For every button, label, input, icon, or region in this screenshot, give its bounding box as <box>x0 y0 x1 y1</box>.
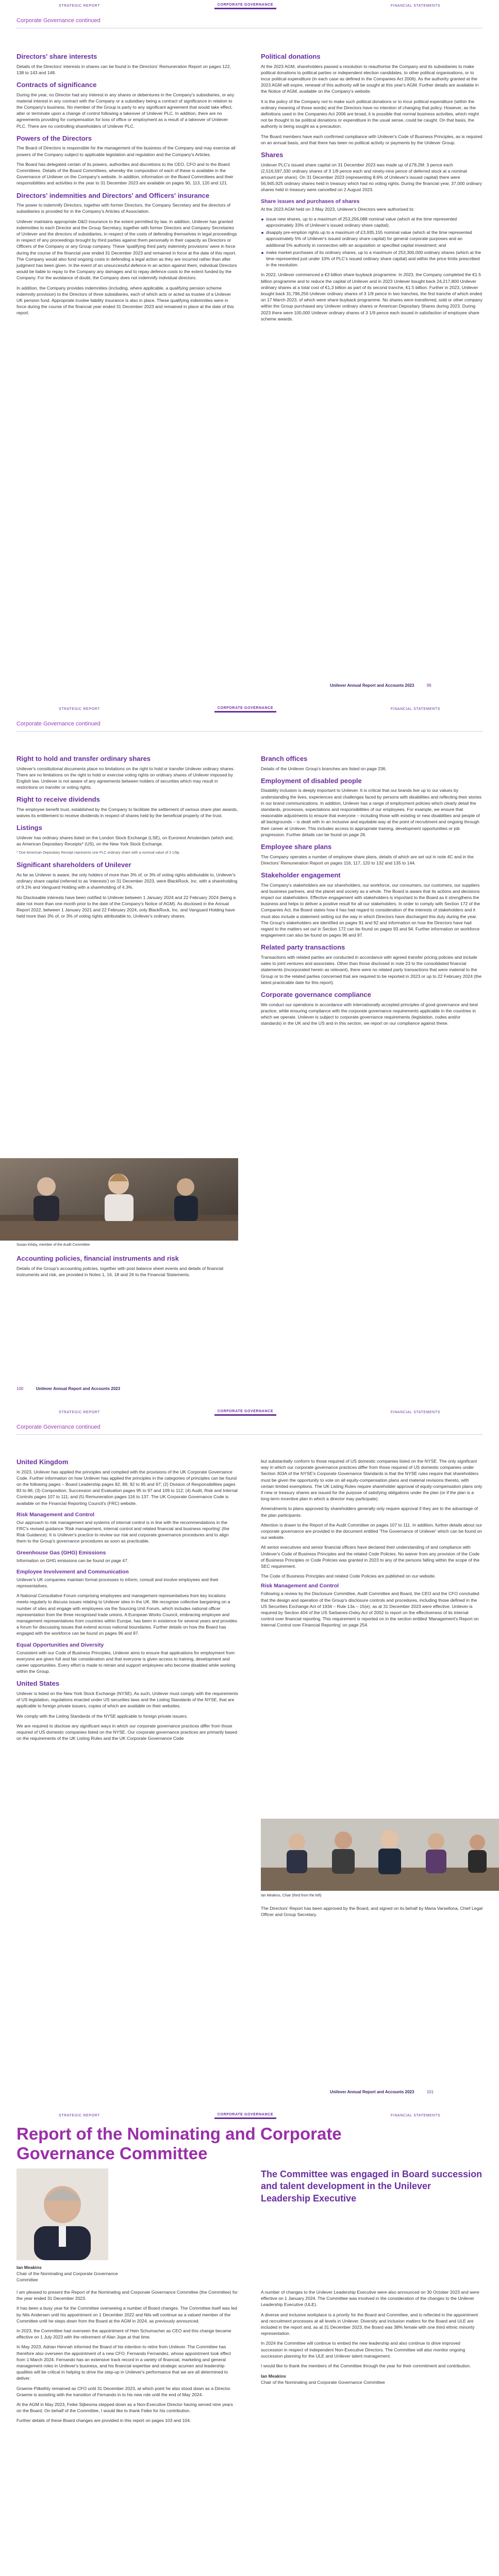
paragraph: We conduct our operations in accordance with internationally accepted principles of good governance and best practice, while ensuring compliance with the corporate governance requirements applicable in the countries in which we operate. Unilever is subject to corporate governance requirements (legislation, codes and/or standards) in the UK and the US and in this section, we report on our compliance against these. <box>261 1002 478 1026</box>
paragraph: Information on GHG emissions can be found on page 47. <box>16 1557 129 1563</box>
tab-corporate-governance[interactable]: CORPORATE GOVERNANCE <box>214 2112 276 2119</box>
heading-significant-shareholders: Significant shareholders of Unilever <box>16 861 131 869</box>
paragraph: In 2023, the Committee had overseen the appointment of Hein Schumacher as CEO and this change became effective on 1 July 2023 with the retirement of Alan Jope at that time. <box>16 2328 231 2340</box>
tab-financial-statements[interactable]: FINANCIAL STATEMENTS <box>390 2113 441 2117</box>
paragraph: I am pleased to present the Report of the Nominating and Corporate Governance Committee (the Committee) for the year ended 31 December 2023. <box>16 2290 238 2301</box>
paragraph: In addition, the Company provides indemnities (including, where applicable, a qualifying pension scheme indemnity provision) to the Directors of three subsidiaries, each of which acts or acted as trustee of a Unilever UK pension fund. Appropriate trustee liability insurance is also in place. These qualifying indemnities were in force during the course of the financial year ended 31 December 2023 and remained in place at the date of this report. <box>16 285 234 316</box>
tab-financial-statements[interactable]: FINANCIAL STATEMENTS <box>390 707 441 711</box>
tab-corporate-governance[interactable]: CORPORATE GOVERNANCE <box>214 705 276 713</box>
paragraph: In 2024 the Committee will continue to embed the new leadership and also continue to drive improved succession in respect of independent Non-Executive Directors. The Committee will also monitor ongoing succession planning for the ULE and Unilever talent management. <box>261 2341 465 2359</box>
footer-brand: Unilever Annual Report and Accounts 2023 <box>330 683 414 688</box>
left-column <box>16 755 238 924</box>
heading-listings: Listings <box>16 824 42 832</box>
paragraph: The Company's stakeholders are our shareholders, our workforce, our consumers, our customers, our suppliers and business partners, and the planet and society as a whole. The Board is aware that its actions and decisions impact our stakeholders. Effective engagement with stakeholders is important to the Board as it strengthens the business and helps to deliver a positive result for all our stakeholders. In order to comply with Section 172 of the Companies Act, the Board states how it has had regard to consideration of the interests of stakeholders and it must also include a statement setting out the way in which Directors have discharged this duty during the year. The Group's stakeholders are identified on pages 91 and 92 and information on how the Directors have had regard to the matters set out in Section 172 can be found on pages 93 and 94. Further information on workforce engagement can also be found on pages 96 and 97. <box>261 882 480 938</box>
chair-portrait <box>16 2168 108 2260</box>
footer-brand: Unilever Annual Report and Accounts 2023 <box>36 1386 121 1391</box>
heading-share-issues: Share issues and purchases of shares <box>261 198 360 205</box>
paragraph: Unilever is listed on the New York Stock Exchange (NYSE). As such, Unilever must comply with the requirements of US legislation, regulations enacted under US securities laws and the Listing Standards of the NYSE, that are applicable to foreign private issuers, copies of which are available on their websites. <box>16 1691 238 1709</box>
paragraph: As far as Unilever is aware, the only holders of more than 3% of, or 3% of voting rights attributable to, Unilever's ordinary share capital (referred to as 'interests') on 31 December 2023, were BlackRock, Inc. with a shareholding of 9.1% and Vanguard Holding with a shareholding of 4.3%. <box>16 872 238 890</box>
paragraph: The Board of Directors is responsible for the management of the business of the Company and may exercise all powers of the Company subject to applicable legislation and regulation and the Company's Articles. <box>16 145 236 157</box>
heading-branch-offices: Branch offices <box>261 755 308 762</box>
paragraph: At the AGM in May 2023, Feike Sijbesma stepped down as a Non-Executive Director having served nine years on the Board. On behalf of the Committee, I would like to thank Feike for his contribution. <box>16 2402 233 2414</box>
paragraph: Attention is drawn to the Report of the Audit Committee on pages 107 to 111. In addition, further details about our corporate governance are provided in the document entitled 'The Governance of Unilever' which can be found on our website. <box>261 1522 483 1540</box>
paragraph: In 2022, Unilever commenced a €3 billion share buyback programme. In 2023, the Company completed the €1.5 billion programme and to reduce the capital of Unilever and in 2023 Unilever bought back 24,217,800 Unilever ordinary shares at a total cost of €1,3 billion as part of its second tranche, €1.5 billion. Further in 2023, Unilever bought back 31,796,256 Unilever ordinary shares of 3 1/9 pence in two tranches, the first tranche of which ended on 17 March 2023, of which were share buyback programme. No shares were transferred, sold or other company within the Group purchased any Unilever ordinary shares or American Depositary Shares during 2023. During 2023 there were 100,000 Unilever ordinary shares of 3 1/9 pence each issued in satisfaction of employee share scheme awards. <box>261 272 483 321</box>
right-column <box>261 1458 483 1634</box>
tab-corporate-governance[interactable]: CORPORATE GOVERNANCE <box>214 1409 276 1416</box>
right-column <box>261 2289 483 2389</box>
paragraph: The Company operates a number of employee share plans, details of which are set out in note 4C and in the Directors' Remuneration Report on pages 116, 117, 120 to 132 and 135 to 144. <box>261 854 474 866</box>
tab-corporate-governance[interactable]: CORPORATE GOVERNANCE <box>214 2 276 9</box>
tab-strategic-report[interactable]: STRATEGIC REPORT <box>58 2113 101 2117</box>
right-column <box>261 53 483 327</box>
page-footer <box>330 683 431 688</box>
paragraph: Further details of these Board changes are provided in this report on pages 103 and 104. <box>16 2418 191 2424</box>
top-navigation <box>0 1406 499 1418</box>
tab-strategic-report[interactable]: STRATEGIC REPORT <box>58 1410 101 1414</box>
paragraph: Unilever PLC's issued share capital on 31 December 2023 was made up of £78,2M: 3 pence each (2,516,597,330 ordinary shares of 3 1/9 pence each and ninety-nine pence of deferred stock at a nominal amount per share). On 31 December 2023 (representing 8.6% of Unilever's issued capital) there were 56,945,925 ordinary shares held in treasury which had no voting rights. During the financial year, 37,000 ordinary shares held in treasury were cancelled on 2 August 2023. <box>261 162 482 193</box>
left-column-lower <box>16 1255 238 1283</box>
list-item: issue new shares, up to a maximum of 253,256,088 nominal value (which at the time represented approximately 33% of Unilever's issued ordinary share capital); <box>261 216 483 228</box>
paragraph: Our approach to risk management and systems of internal control is in line with the recommendations in the FRC's revised guidance 'Risk management, internal control and related financial and business reporting' (the Risk Guidance). It is Unilever's practice to review our risk and corporate governance procedures and to align them to the Group's governance procedures as soon as practicable. <box>16 1519 229 1544</box>
paragraph: Details of the Directors' interests in shares can be found in the Directors' Remuneration Report on pages 122, 138 to 143 and 148. <box>16 63 231 75</box>
section-label: Corporate Governance continued <box>16 1424 101 1430</box>
signature-name: Ian Meakins <box>261 2374 286 2379</box>
section-label: Corporate Governance continued <box>16 721 101 727</box>
heading-equal-opportunities: Equal Opportunities and Diversity <box>16 1641 104 1648</box>
photo-caption: Ian Meakins, Chair (third from the left) <box>261 1894 322 1897</box>
left-column <box>16 53 238 321</box>
right-column <box>261 755 483 1031</box>
paragraph: It is the policy of the Company not to make such political donations or to incur political expenditure (within the ordinary meaning of those words) and the Directors have no intention of changing that policy. However, as the definitions used in the Companies Act 2006 are broad, it is possible that normal business activities, which might not be thought to be political donations or expenditure in the usual sense, could be caught. On that basis, the authority is being sought as a precaution. <box>261 98 479 129</box>
paragraph: Details of the Group's accounting policies, together with post balance sheet events and details of financial instruments and risk, are provided in Notes 1, 16, 18 and 26 to the Financial Statements. <box>16 1265 224 1277</box>
photo-caption: Susan Kilsby, member of the Audit Committee <box>16 1243 90 1247</box>
section-label: Corporate Governance continued <box>16 18 101 24</box>
page-number: 101 <box>426 2090 434 2094</box>
paragraph: The Board has delegated certain of its powers, authorities and discretions to the CEO, CFO and to the Board Committees. Details of the Board Committees, whereby the composition of each of these is available in the Governance of Unilever on the Company's website. In addition, information on the Board Committees and their responsibilities and activities in the year to 31 December 2023 are available on pages 90, 113, 120 and 121. <box>16 161 234 186</box>
bullet-list <box>261 216 483 268</box>
heading-ghg-emissions: Greenhouse Gas (GHG) Emissions <box>16 1549 106 1556</box>
paragraph: Unilever's UK companies maintain formal processes to inform, consult and involve employees and their representatives. <box>16 1577 219 1589</box>
paragraph: Disability inclusion is deeply important to Unilever. It is critical that our brands live up to our values by understanding the lives, experiences and challenges faced by persons with disabilities and reflecting their stories in our brand communications. In addition, Unilever has a range of employment policies which clearly detail the standards, processes, expectations and responsibilities of our employees. For example, we ensure that reasonable adjustments to ensure that everyone – including those with existing or new disabilities and people of all backgrounds – is dealt with in an inclusive and equitable way at the point of recruitment and ongoing through their career at Unilever. This includes access to appropriate training, development opportunities or job progression. Further details can be found on page 26. <box>261 788 482 837</box>
paragraph: A National Consultative Forum comprising employees and management representatives from key locations meets regularly to discuss issues relating to Unilever sites in the UK. We recognise collective bargaining on a number of sites and engage with employees via the Sourcing Unit Forum, which includes national officer representation from the three recognised trade unions. A European Works Council, embracing employee and management representatives from countries within Europe, has been in existence for several years and provides a forum for discussing issues that extend across national boundaries. Further details on how the Board has engaged with the workforce can be found on pages 96 and 97. <box>16 1593 238 1636</box>
signature-role: Chair of the Nominating and Corporate Governance Committee <box>261 2380 385 2385</box>
paragraph: We comply with the Listing Standards of the NYSE applicable to foreign private issuers. <box>16 1713 188 1719</box>
paragraph: In May 2023, Adrian Hennah informed the Board of his intention to retire from Unilever. The Committee has therefore also overseen the appointment of a new CFO, Fernando Fernandez, whose appointment took effect from 1 March 2024. Fernando has an extensive track record in a variety of financial, marketing and general management roles in Unilever's business, and his financial expertise and strategic acumen and leadership qualities will be critical in helping to drive the step-up in Unilever's performance that we are all determined to deliver. <box>16 2344 231 2381</box>
paragraph: but substantially conform to those required of US domestic companies listed on the NYSE. The only significant way in which our corporate governance practices differ from those required of US domestic companies under Section 303A of the NYSE's Corporate Governance Standards is that the NYSE rules require that shareholders must be given the opportunity to vote on all equity-compensation plans and material revisions thereto, with certain limited exemptions. The UK Listing Rules require shareholder approval of equity-compensation plans only if new or treasury shares are issued for the purpose of satisfying obligations under the plan (or if the plan is a long-term incentive plan in which a director may participate). <box>261 1459 483 1502</box>
page-101 <box>0 1406 499 2110</box>
paragraph: We are required to disclose any significant ways in which our corporate governance practices differ from those required of US domestic companies listed on the NYSE. Our corporate governance practices are primarily based on the requirements of the UK Listing Rules and the UK Corporate Governance Code <box>16 1723 237 1741</box>
paragraph: Following a review by the Disclosure Committee, Audit Committee and Board, the CEO and the CFO concluded that the design and operation of the Group's disclosure controls and procedures, including those defined in the US Securities Exchange Act of 1934 – Rule 13a – 15(e), as at 31 December 2023 were effective. Unilever is required by Section 404 of the US Sarbanes-Oxley Act of 2002 to report on the effectiveness of its internal control over financial reporting. This requirement is reported on in the section entitled 'Management's Report on Internal Control over Financial Reporting' on page 254. <box>261 1591 479 1628</box>
paragraph: At the 2023 AGM, shareholders passed a resolution to reauthorise the Company and its subsidiaries to make political donations to political parties or independent election candidates, to other political organisations, or to incur political expenditure (in each case as defined in the Companies Act 2006). As the authority granted at the 2023 AGM will expire, renewal of this authority will be sought at this year's AGM. Further details are available in the Notice of AGM, available on the Company's website. <box>261 63 479 94</box>
page-footer <box>330 2090 434 2094</box>
heading-risk-management: Risk Management and Control <box>16 1511 95 1518</box>
heading-accounting-policies: Accounting policies, financial instruments and risk <box>16 1255 179 1262</box>
chair-role: Chair of the Nominating and Corporate Governance Committee <box>16 2271 118 2283</box>
tab-strategic-report[interactable]: STRATEGIC REPORT <box>58 707 101 711</box>
divider <box>16 1434 483 1435</box>
paragraph: The power to indemnify Directors, together with former Directors, the Company Secretary and the directors of subsidiaries is provided for in the Company's Articles of Association. <box>16 202 231 214</box>
paragraph: All senior executives and senior financial officers have declared their understanding of and compliance with Unilever's Code of Business Principles and the related Code Policies. No waiver from any provision of the Code of Business Principles or Code Policies was granted in 2023 to any of the persons falling within the scope of the SEC requirement. <box>261 1545 480 1569</box>
left-column <box>16 1458 238 1747</box>
tab-financial-statements[interactable]: FINANCIAL STATEMENTS <box>390 1410 441 1414</box>
paragraph: A number of changes to the Unilever Leadership Executive were also announced on 30 October 2023 and were effective on 1 January 2024. The Committee was involved in the consideration of the changes to the Unilever Leadership Executive (ULE). <box>261 2290 479 2308</box>
page-99 <box>0 0 499 703</box>
paragraph: Graeme Pitkethly remained as CFO until 31 December 2023, at which point he also stood down as a Director. Graeme is assisting with the transition of Fernando in to his new role until the end of May 2024. <box>16 2385 231 2397</box>
paragraph: At the 2023 AGM held on 3 May 2023, Unilever's Directors were authorised to: <box>261 206 414 212</box>
heading-united-states: United States <box>16 1680 60 1688</box>
list-item: disapply pre-emption rights up to a maximum of £3,935,155 nominal value (which at the time represented approximately 5% of Unilever's issued ordinary share capital) for general corporate purposes and an additional 5% authority in connection with an acquisition or specified capital investment; and <box>261 229 483 248</box>
heading-united-kingdom: United Kingdom <box>16 1458 69 1466</box>
heading-directors-share-interests: Directors' share interests <box>16 53 97 60</box>
paragraph: It has been a busy year for the Committee overseeing a number of Board changes. The Committee itself was led by Nils Andersen until his appointment on 1 December 2022 and Nils will continue as a valued member of the Committee until he steps down from the Board at the AGM in 2024, as previously announced. <box>16 2306 237 2324</box>
report-title: Report of the Nominating and Corporate Governance Committee <box>16 2124 342 2163</box>
paragraph: I would like to thank the members of the Committee through the year for their commitment and contribution. <box>261 2363 471 2369</box>
page-number: 99 <box>426 683 431 688</box>
paragraph: Consistent with our Code of Business Principles, Unilever aims to ensure that applications for employment from everyone are given full and fair consideration and that everyone is given access to training, development and career opportunities. Every effort is made to retrain and support employees who become disabled while working within the Group. <box>16 1650 236 1674</box>
paragraph: The Directors' Report has been approved by the Board, and signed on its behalf by Maria Varsellona, Chief Legal Officer and Group Secretary. <box>261 1906 483 1918</box>
paragraph: Transactions with related parties are conducted in accordance with agreed transfer pricing policies and include sales to joint ventures and associates. Other than those disclosed in note 23 to the consolidated financial statements (incorporated herein as relevant), there were no related party transactions that were material to the Group or to the related parties concerned that are required to be reported in 2023 or up to 22 February 2024 (the latest practicable date for this report). <box>261 955 482 985</box>
paragraph: The employee benefit trust, established by the Company to facilitate the settlement of various share plan awards, waives its entitlement to receive dividends in respect of shares held by the beneficial property of the trust. <box>16 807 238 819</box>
callout-quote: The Committee was engaged in Board succession and talent development in the Unilever Leadership Executive <box>261 2169 483 2204</box>
paragraph: Unilever maintains appropriate D&O insurance to the extent permitted by law. In addition, Unilever has granted indemnities to each Director and the Group Secretary, together with former Directors and Company Secretaries of Unilever and the directors of subsidiaries, in respect of the costs of defending themselves in legal proceedings in respect of any proceedings brought by third parties against them personally in their capacity as Directors or Officers of the Company or any Group company. These 'qualifying third party indemnity provisions' were in force during the course of the financial year ended 31 December 2023 and remained in force at the date of this report. The Company would also fund ongoing costs in defending a legal action as they are incurred rather than after judgment has been given. In the event of an unsuccessful defence in an action against them, individual Directors would be liable to repay to the Company any damages and to repay defence costs to the extent funded by the Company. For the avoidance of doubt, the Company does not indemnify individual directors. <box>16 218 237 281</box>
paragraph: A diverse and inclusive workplace is a priority for the Board and Committee, and is reflected in the appointment and recruitment processes at all levels in Unilever. Diversity and inclusion matters for the Board and ULE are included in the report and, as at 31 December 2023, the Board was 38% female with one third ethnic minority representation. <box>261 2312 478 2336</box>
page-number: 100 <box>16 1386 24 1391</box>
paragraph: Unilever has ordinary shares listed on the London Stock Exchange (LSE), on Euronext Amsterdam (which and, as American Depositary Receipts* (US), on the New York Stock Exchange. <box>16 835 234 847</box>
list-item: make market purchases of its ordinary shares, up to a maximum of 253,300,000 ordinary shares (which at the time represented just under 10% of PLC's issued ordinary share capital) and within the price limits prescribed in the resolution. <box>261 249 483 268</box>
footer-brand: Unilever Annual Report and Accounts 2023 <box>330 2090 414 2094</box>
paragraph: Details of the Unilever Group's branches are listed on page 236. <box>261 766 387 771</box>
top-navigation <box>0 2110 499 2121</box>
paragraph: The Board members have each confirmed compliance with Unilever's Code of Business Principles, as is required on an annual basis, and that there has been no political activity or payments by the Unilever Group. <box>261 133 483 145</box>
paragraph: During the year, no Director had any interest in any shares or debentures in the Company's subsidiaries, or any material interest in any contract with the Company or a subsidiary being a contract of significance in relation to the Company's business. No member of the Group is party to any significant agreement that would take effect, alter or terminate upon a change of control following a takeover of Unilever PLC. In addition, there are no agreements providing for compensation for loss of office or employment as a result of a takeover of Unilever PLC. There are no controlling shareholders of Unilever PLC. <box>16 92 235 129</box>
top-navigation <box>0 0 499 11</box>
paragraph: Amendments to plans approved by shareholders generally only require approval if they are to the advantage of the plan participants. <box>261 1506 478 1518</box>
top-navigation <box>0 703 499 715</box>
footnote: * One American Depositary Receipt represents one PLC ordinary share with a nominal value of 3 1/9p. <box>16 851 180 855</box>
page-100 <box>0 703 499 1406</box>
paragraph: The Code of Business Principles and related Code Policies are published on our website. <box>261 1573 436 1579</box>
heading-us-risk-management: Risk Management and Control <box>261 1583 339 1589</box>
meeting-photo <box>0 1158 238 1241</box>
paragraph: In 2023, Unilever has applied the principles and complied with the provisions of the UK Corporate Governance Code. Further information on how Unilever has applied the principles in the categories of principles can be found on the following pages – Board Leadership pages 82, 89, 92 to 95 and 97; (2) Division of Responsibilities pages 83 to 86; (3) Composition, Succession and Evaluation pages 95 to 97 and 109 to 112; (4) Audit, Risk and Internal Controls pages 107 to 111; and (5) Remuneration pages 116 to 137. The UK Corporate Governance Code is available on the Financial Reporting Council's (FRC) website. <box>16 1469 238 1506</box>
chair-name: Ian Meakins <box>16 2265 42 2270</box>
heading-shares: Shares <box>261 151 284 159</box>
heading-related-party: Related party transactions <box>261 943 345 952</box>
page-102 <box>0 2110 499 2576</box>
heading-employee-involvement: Employee Involvement and Communication <box>16 1568 129 1575</box>
heading-directors-indemnities: Directors' indemnities and Directors' and Officers' insurance <box>16 191 210 199</box>
right-column-lower <box>261 1905 483 1921</box>
heading-powers-of-directors: Powers of the Directors <box>16 134 92 142</box>
heading-political-donations: Political donations <box>261 53 321 60</box>
heading-right-to-hold-shares: Right to hold and transfer ordinary shares <box>16 755 151 762</box>
divider <box>16 731 483 732</box>
heading-right-to-receive-dividends: Right to receive dividends <box>16 795 100 804</box>
heading-governance-compliance: Corporate governance compliance <box>261 991 371 999</box>
chair-caption <box>16 2264 130 2287</box>
heading-employee-share-plans: Employee share plans <box>261 843 332 851</box>
heading-employment-disabled: Employment of disabled people <box>261 776 362 785</box>
paragraph: No Disclosable interests have been notified to Unilever between 1 January 2024 and 22 February 2024 (being a date not more than one month prior to the date of the Company's Notice of AGM). As disclosed in the Annual Report 2022, between 1 January 2021 and 22 February 2024, only BlackRock, Inc. and Vanguard Holding have held more than 3% of, or 3% of voting rights attributable to, Unilever's ordinary shares. <box>16 894 236 919</box>
board-photo <box>261 1819 499 1891</box>
tab-strategic-report[interactable]: STRATEGIC REPORT <box>58 4 101 8</box>
paragraph: Unilever's constitutional documents place no limitations on the right to hold or transfer Unilever ordinary shares. There are no limitations on the right to hold or exercise voting rights on ordinary shares of Unilever imposed by English law. Unilever is not aware of any agreements between holders of securities which may result in restrictions on transfer or voting rights. <box>16 766 235 790</box>
tab-financial-statements[interactable]: FINANCIAL STATEMENTS <box>390 4 441 8</box>
left-column <box>16 2289 238 2428</box>
heading-stakeholder-engagement: Stakeholder engagement <box>261 871 341 879</box>
page-footer <box>16 1386 120 1391</box>
heading-contracts-of-significance: Contracts of significance <box>16 81 97 89</box>
